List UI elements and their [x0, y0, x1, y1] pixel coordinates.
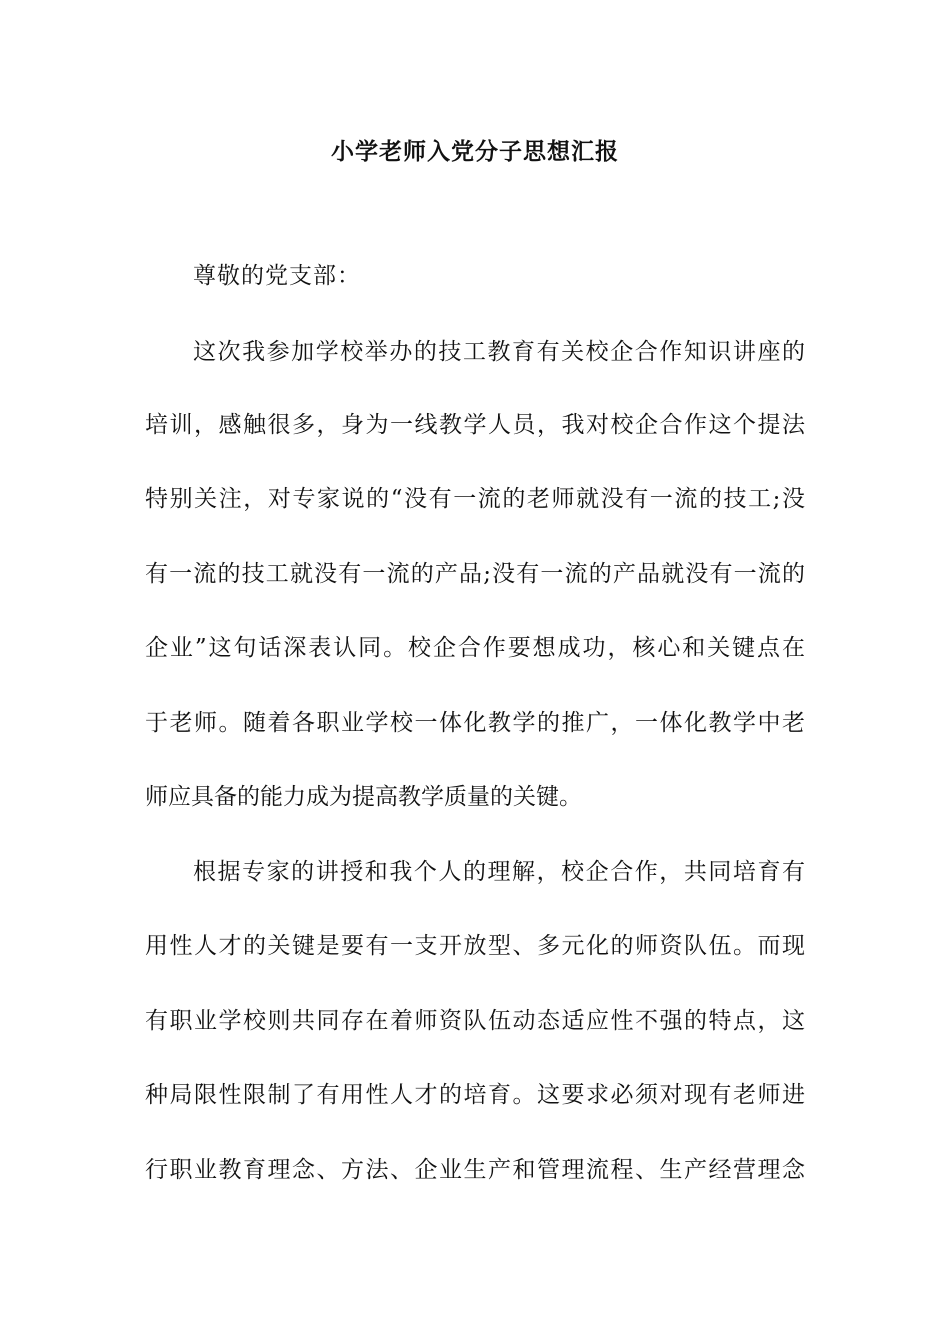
- paragraph-2-line-1: 根据专家的讲授和我个人的理解，校企合作，共同培育有: [193, 859, 805, 885]
- paragraph-2-line-3: 有职业学校则共同存在着师资队伍动态适应性不强的特点，这: [145, 1008, 805, 1034]
- paragraph-2-line-2: 用性人才的关键是要有一支开放型、多元化的师资队伍。而现: [145, 933, 805, 959]
- paragraph-1-line-2: 培训，感触很多，身为一线教学人员，我对校企合作这个提法: [145, 412, 805, 438]
- paragraph-1-line-7: 师应具备的能力成为提高教学质量的关键。: [145, 784, 582, 810]
- document-title: 小学老师入党分子思想汇报: [331, 138, 619, 165]
- paragraph-1-line-3: 特别关注，对专家说的“没有一流的老师就没有一流的技工;没: [145, 486, 805, 512]
- paragraph-1-line-1: 这次我参加学校举办的技工教育有关校企合作知识讲座的: [193, 339, 805, 365]
- salutation: 尊敬的党支部：: [193, 263, 361, 289]
- paragraph-2-line-4: 种局限性限制了有用性人才的培育。这要求必须对现有老师进: [145, 1082, 805, 1108]
- paragraph-1-line-6: 于老师。随着各职业学校一体化教学的推广，一体化教学中老: [145, 710, 805, 736]
- paragraph-1-line-5: 企业”这句话深表认同。校企合作要想成功，核心和关键点在: [145, 635, 805, 661]
- paragraph-2-line-5: 行职业教育理念、方法、企业生产和管理流程、生产经营理念: [145, 1157, 805, 1183]
- paragraph-1-line-4: 有一流的技工就没有一流的产品;没有一流的产品就没有一流的: [145, 561, 805, 587]
